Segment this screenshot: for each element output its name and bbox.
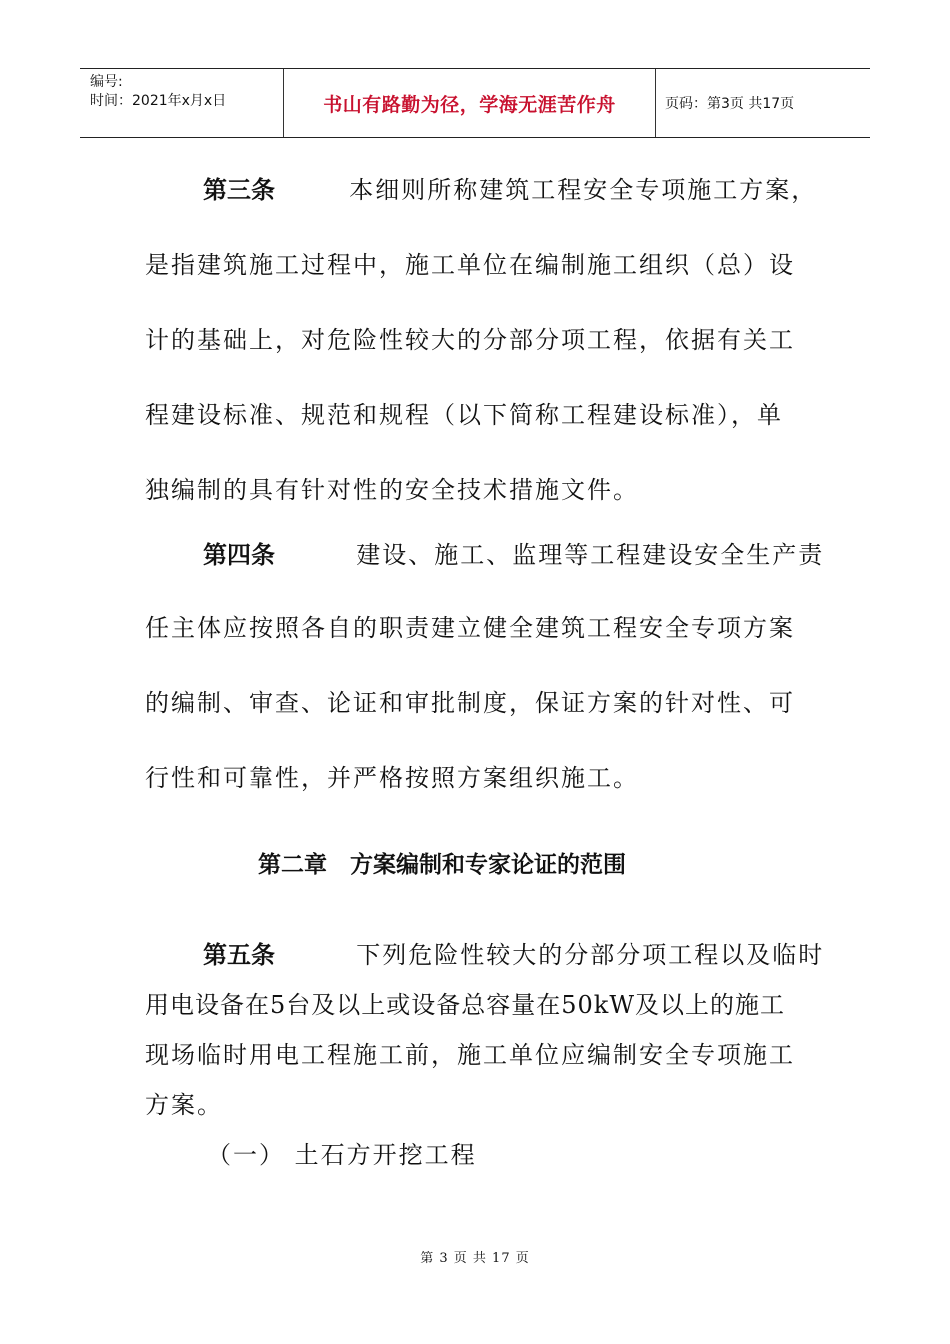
header-meta: [80, 69, 283, 137]
header-page-cell: [656, 69, 870, 137]
article3-first-line: [203, 170, 817, 205]
article4-first-line: [203, 535, 824, 570]
article5-line-1: 用电设备在5台及以上或设备总容量在50kW及以上的施工: [145, 991, 786, 1019]
chapter-title: 第二章 方案编制和专家论证的范围: [258, 852, 626, 878]
header-motto-cell: [283, 69, 656, 137]
item1-line: （一） 土石方开挖工程: [207, 1141, 477, 1169]
time-label: 时间：2021年x月x日: [90, 93, 227, 109]
article4-line-2: 的编制、审查、论证和审批制度，保证方案的针对性、可: [145, 689, 795, 717]
article3-label: 第三条: [203, 176, 275, 204]
article5-label: 第五条: [203, 941, 275, 969]
article3-line-0: 本细则所称建筑工程安全专项施工方案，: [349, 176, 818, 204]
article3-line-4: 独编制的具有针对性的安全技术措施文件。: [145, 476, 639, 504]
article4-line-1: 任主体应按照各自的职责建立健全建筑工程安全专项方案: [145, 614, 795, 642]
number-label: 编号:: [90, 74, 123, 90]
document-header: [80, 68, 870, 138]
article3-line-1: 是指建筑施工过程中，施工单位在编制施工组织（总）设: [145, 251, 795, 279]
article5-first-line: [203, 935, 824, 970]
article3-line-3: 程建设标准、规范和规程（以下简称工程建设标准），单: [145, 401, 783, 429]
motto-text: 书山有路勤为径，学海无涯苦作舟: [323, 93, 616, 116]
article5-line-2: 现场临时用电工程施工前，施工单位应编制安全专项施工: [145, 1041, 795, 1069]
page-footer: 第 3 页 共 17 页: [420, 1251, 530, 1266]
article4-label: 第四条: [203, 541, 275, 569]
article5-line-3: 方案。: [145, 1091, 223, 1119]
page-info: 页码：第3页 共17页: [665, 96, 795, 112]
article3-line-2: 计的基础上，对危险性较大的分部分项工程，依据有关工: [145, 326, 795, 354]
article4-line-3: 行性和可靠性，并严格按照方案组织施工。: [145, 764, 639, 792]
article5-line-0: 下列危险性较大的分部分项工程以及临时: [356, 941, 825, 969]
article4-line-0: 建设、施工、监理等工程建设安全生产责: [356, 541, 825, 569]
